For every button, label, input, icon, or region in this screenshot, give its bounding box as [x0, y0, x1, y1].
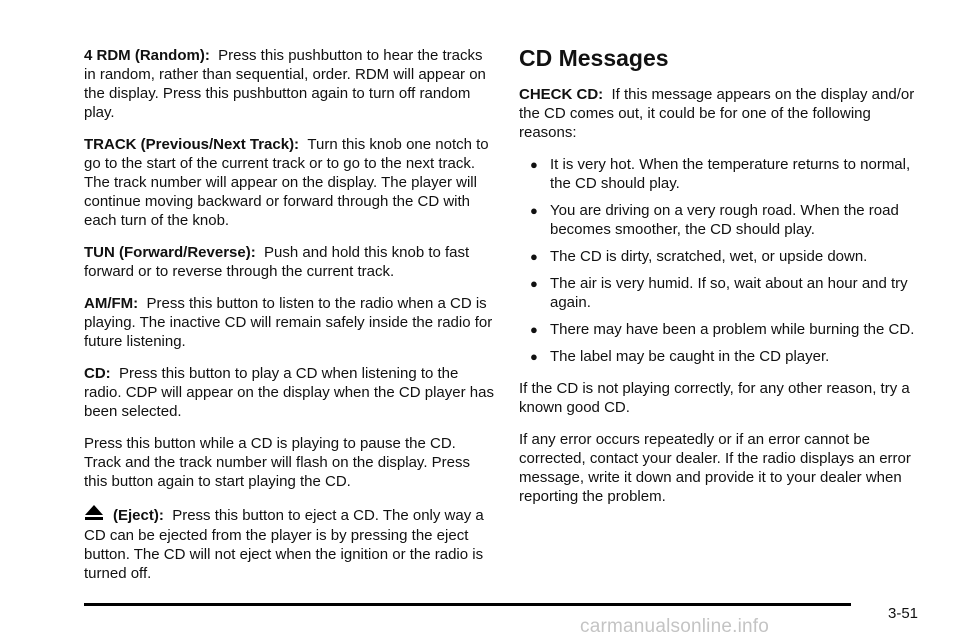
- amfm-label: AM/FM:: [84, 295, 139, 312]
- bullet-icon: ●: [530, 203, 538, 218]
- random-label: 4 RDM (Random):: [84, 47, 210, 64]
- reasons-list: [519, 155, 917, 366]
- bullet-icon: ●: [530, 157, 538, 172]
- list-item: ● There may have been a problem while burning the CD.: [530, 321, 915, 338]
- amfm-text: Press this button to listen to the radio when a CD is playing. The inactive CD will remain safely inside the radio for future listening.: [84, 295, 493, 350]
- eject-icon: [84, 504, 104, 526]
- list-item: ● You are driving on a very rough road. When the road becomes smoother, the CD should play.: [530, 202, 899, 238]
- track-text: Turn this knob one notch to go to the start of the current track or to go to the next track. The track number will appear on the display. The player will continue moving backward or forward through the CD with each turn of the knob.: [84, 136, 489, 229]
- page-number: 3-51: [888, 605, 919, 622]
- amfm-paragraph: [84, 294, 496, 351]
- list-item: ● The CD is dirty, scratched, wet, or upside down.: [530, 248, 868, 265]
- eject-paragraph: [84, 504, 496, 583]
- track-paragraph: [84, 135, 496, 230]
- right-column: [519, 46, 917, 519]
- eject-label: (Eject):: [113, 507, 164, 524]
- check-cd-text: If this message appears on the display and/or the CD comes out, it could be for one of the following reasons:: [519, 86, 915, 141]
- cd-text: Press this button to play a CD when listening to the radio. CDP will appear on the display when the CD player has been selected.: [84, 365, 494, 420]
- left-column: [84, 46, 496, 596]
- watermark: carmanualsonline.info: [580, 616, 770, 637]
- error-paragraph: If any error occurs repeatedly or if an error cannot be corrected, contact your dealer. If the radio displays an error message, write it down and provide it to your dealer when reporting the problem.: [519, 431, 911, 505]
- tun-paragraph: [84, 243, 496, 281]
- bullet-icon: ●: [530, 276, 538, 291]
- bullet-icon: ●: [530, 349, 538, 364]
- list-item: ● The air is very humid. If so, wait about an hour and try again.: [530, 275, 908, 311]
- bullet-icon: ●: [530, 249, 538, 264]
- track-label: TRACK (Previous/Next Track):: [84, 136, 300, 153]
- tun-text: Push and hold this knob to fast forward or to reverse through the current track.: [84, 244, 470, 280]
- footer-rule: [84, 603, 851, 606]
- random-text: Press this pushbutton to hear the tracks in random, rather than sequential, order. RDM will appear on the display. Press this pushbutton again to turn off random play.: [84, 47, 486, 121]
- pause-paragraph: Press this button while a CD is playing to pause the CD. Track and the track number will flash on the display. Press this button again to start playing the CD.: [84, 435, 471, 490]
- list-item: ● The label may be caught in the CD player.: [530, 348, 830, 365]
- random-paragraph: [84, 46, 496, 122]
- eject-text: Press this button to eject a CD. The only way a CD can be ejected from the player is by pressing the eject button. The CD will not eject when the ignition or the radio is turned off.: [84, 507, 484, 582]
- not-playing-paragraph: If the CD is not playing correctly, for any other reason, try a known good CD.: [519, 380, 910, 416]
- check-cd-paragraph: [519, 85, 917, 142]
- list-item: ● It is very hot. When the temperature returns to normal, the CD should play.: [530, 156, 911, 192]
- bullet-icon: ●: [530, 322, 538, 337]
- tun-label: TUN (Forward/Reverse):: [84, 244, 256, 261]
- cd-label: CD:: [84, 365, 111, 382]
- section-heading: CD Messages: [519, 45, 669, 71]
- check-cd-label: CHECK CD:: [519, 86, 604, 103]
- cd-paragraph: [84, 364, 496, 421]
